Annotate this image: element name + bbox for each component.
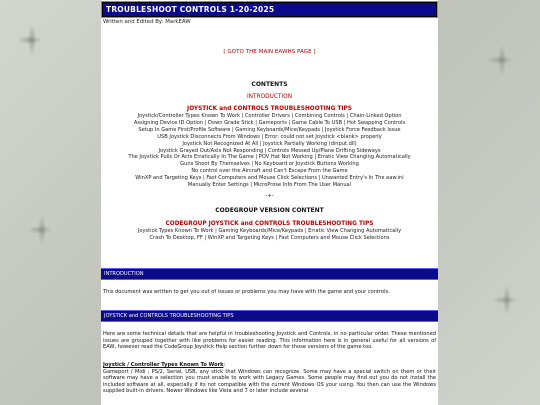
toc-codegroup-heading-link[interactable]: CODEGROUP JOYSTICK and CONTROLS TROUBLESHOOTING TIPS [165, 220, 374, 227]
toc-link-line[interactable]: USB Joystick Disconnects From Windows | Error: could not set Joystick <blank> properly [157, 133, 382, 140]
separator: -+- [265, 192, 274, 199]
tip-subtext: Gameport / Midi , PS/2, Serial, USB, any stick that Windows can recognize. Some may have a special switch on them or their software may have a selection you must enable to work with Legacy Games. Some people may find out you do not install the included software at all, especially if its not compatible with the current Windows OS your using. You then can use the Windows supplied built-in drivers. Newer Windows like Vista and 7 or later include several [103, 368, 436, 395]
tips-section-header: JOYSTICK and CONTROLS TROUBLESHOOTING TIPS [101, 310, 438, 322]
toc-link-line[interactable]: Manually Enter Settings | MicroProse Info From The User Manual [187, 182, 352, 189]
toc-codegroup-links [101, 228, 438, 242]
toc-joystick-links [101, 113, 438, 189]
toc-link-line[interactable]: Guns Shoot By Themselves | No Keyboard or Joystick Buttons Working [180, 161, 359, 168]
main-page-link[interactable]: [ GOTO THE MAIN EAWHS PAGE ] [223, 49, 316, 55]
codegroup-heading: CODEGROUP VERSION CONTENT [215, 206, 324, 214]
toc-introduction-link[interactable]: INTRODUCTION [246, 94, 293, 100]
toc-link-line[interactable]: No control over the Aircraft and Can't Escape From the Game [191, 168, 348, 175]
document-page [101, 0, 438, 405]
toc-link-line[interactable]: Crash To Desktop, FF | WinXP and Targeting Keys | Fast Computers and Mouse Click Selections [149, 234, 390, 241]
contents-heading: CONTENTS [251, 81, 288, 88]
introduction-text: This document was written to get you out of issues or problems you may have with the game and your controls. [103, 288, 390, 295]
toc-link-line[interactable]: Joystick Grayed Out/Axis Not Responding | Controls Messed Up/Plane Drifting Sideways [158, 147, 381, 154]
page-title: TROUBLESHOOT CONTROLS 1-20-2025 [102, 2, 437, 17]
author-byline: Written and Edited By: MarkEAW [103, 19, 191, 25]
introduction-section-header: INTRODUCTION [101, 268, 438, 280]
toc-link-line[interactable]: Setup In Game First/Profile Software | Gaming Keyboards/Mice/Keypads | Joystick Force Feedback Issue [138, 126, 401, 133]
tip-subheading: Joystick / Controller Types Known To Work [103, 362, 224, 369]
toc-link-line[interactable]: Joystick Types Known To Work | Gaming Keyboards/Mice/Keypads | Erratic View Changing Automatically [137, 227, 402, 234]
tips-intro-text: Here are some technical details that are helpful in troubleshooting Joystick and Controls, in no particular order. These mentioned issues are grouped together with like problems for easier reading. This information here is in general useful for all versions of EAW, however read the CodeGroup Joystick Help section further down for those versions of the game too. [103, 331, 436, 350]
tip-subsection: Joystick / Controller Types Known To Work: Gameport / Midi , PS/2, Serial, USB, any stick that Windows can recognize. Some may have a special switch on them or their software may have a selection you must enable to work with Legacy Games. Some people may find out you do not install the included software at all, especially if its not compatible with the current Windows OS your using. You then can use the Windows supplied built-in drivers. Newer Windows like Vista and 7 or later include several [103, 362, 436, 395]
toc-link-line[interactable]: Joystick Not Recognized At All | Joystick Partially Working (dinput.dll) [182, 140, 357, 147]
toc-link-line[interactable]: The Joystick Pulls Or Acts Erratically In The Game | POV Hat Not Working | Erratic View Changing Automatically [128, 154, 411, 161]
toc-joystick-heading-link[interactable]: JOYSTICK and CONTROLS TROUBLESHOOTING TIPS [187, 106, 352, 112]
toc-link-line[interactable]: Assigning Device ID Option | Down Grade Stick | Gameports | Game Cable To USB | Hot Swapping Controls [133, 119, 406, 126]
toc-link-line[interactable]: WinXP and Targeting Keys | Fast Computers and Mouse Click Selections | Unwanted Entry's In The eaw.ini [135, 175, 404, 182]
toc-link-line[interactable]: Joystick/Controller Types Known To Work | Controller Drivers | Combining Controls | Chain-Linked Option [137, 113, 402, 119]
